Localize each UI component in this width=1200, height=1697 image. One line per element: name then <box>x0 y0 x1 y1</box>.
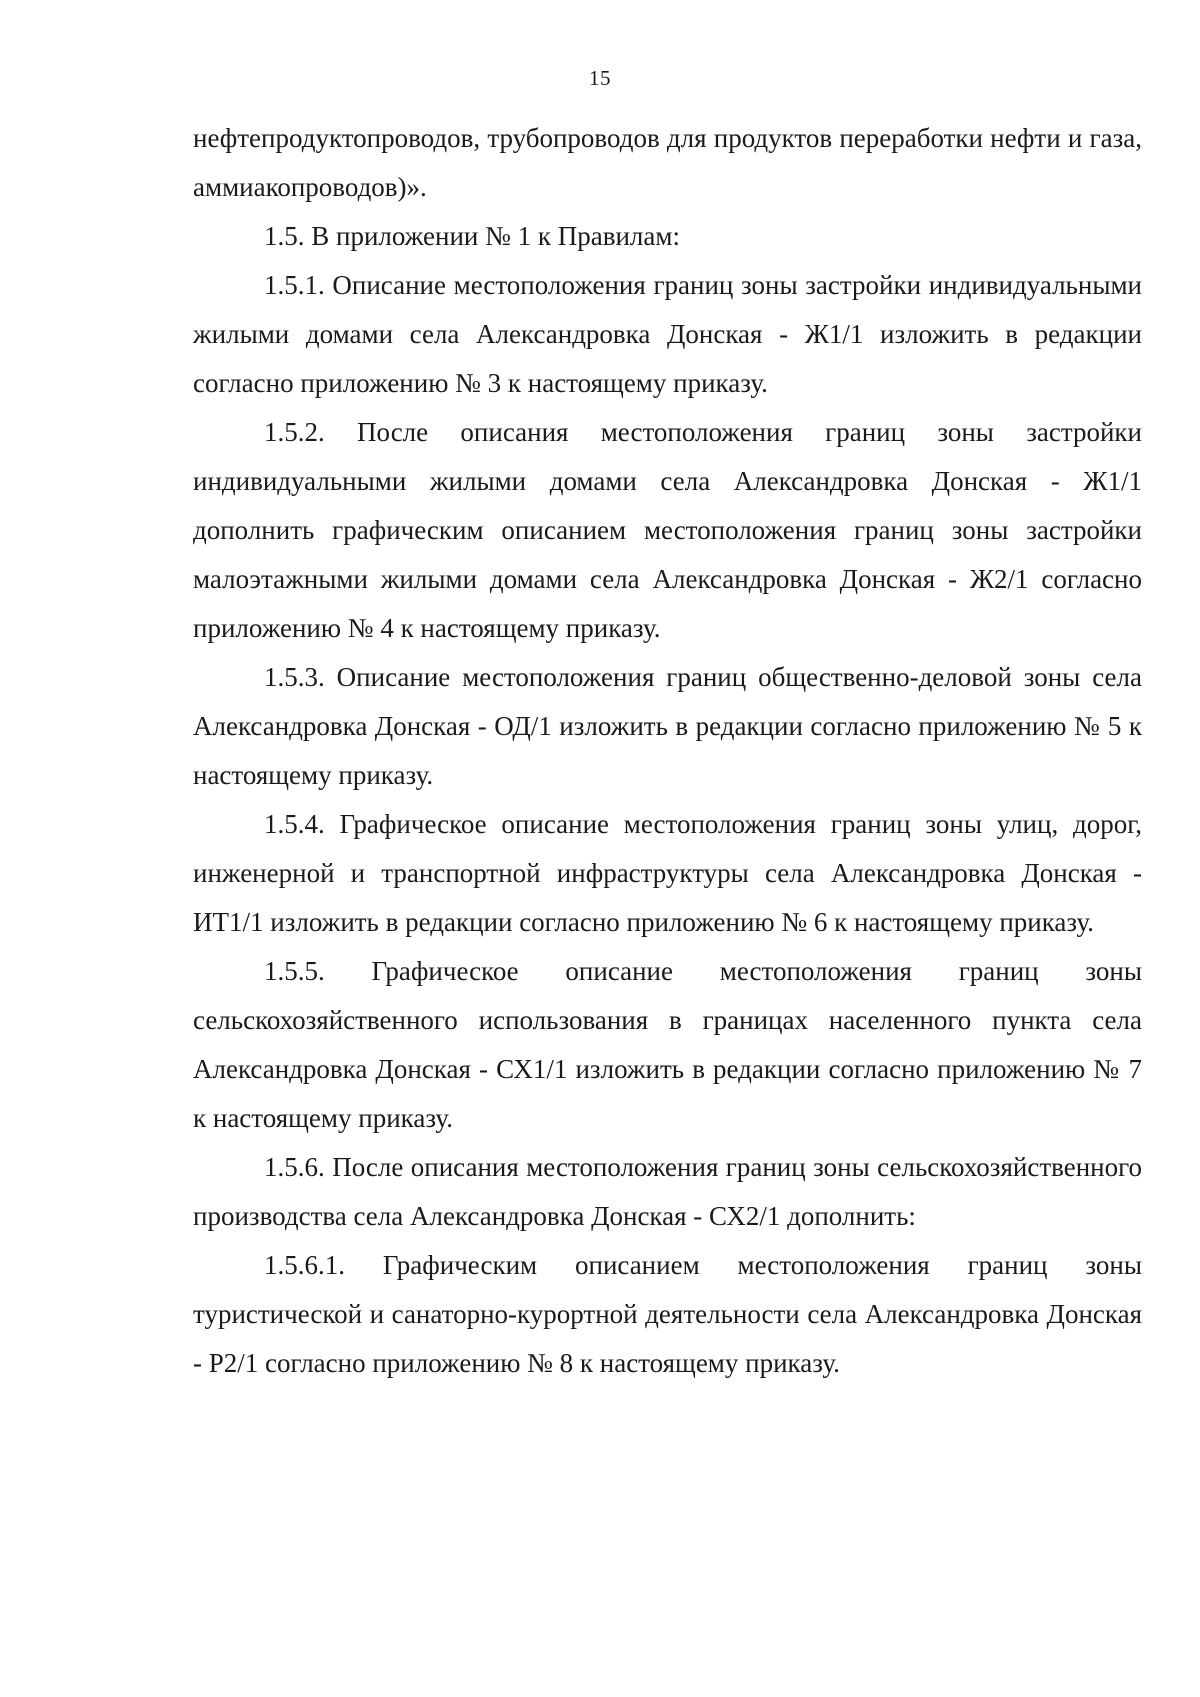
paragraph-1-5-2: 1.5.2. После описания местоположения границ зоны застройки индивидуальными жилыми домами села Александровка Донская - Ж1/1 дополнить графическим описанием местоположения границ зоны застройки малоэтажными жилыми домами села Александровка Донская - Ж2/1 согласно приложению № 4 к настоящему приказу. <box>193 417 1142 643</box>
document-body <box>193 114 1142 1388</box>
paragraph-1-5-5: 1.5.5. Графическое описание местоположения границ зоны сельскохозяйственного использования в границах населенного пункта села Александровка Донская - СХ1/1 изложить в редакции согласно приложению № 7 к настоящему приказу. <box>193 956 1142 1133</box>
paragraph-1-5-3: 1.5.3. Описание местоположения границ общественно-деловой зоны села Александровка Донская - ОД/1 изложить в редакции согласно приложению № 5 к настоящему приказу. <box>193 662 1142 790</box>
paragraph-1-5-6-1: 1.5.6.1. Графическим описанием местоположения границ зоны туристической и санаторно-курортной деятельности села Александровка Донская - Р2/1 согласно приложению № 8 к настоящему приказу. <box>193 1250 1142 1378</box>
paragraph-1-5-1: 1.5.1. Описание местоположения границ зоны застройки индивидуальными жилыми домами села Александровка Донская - Ж1/1 изложить в редакции согласно приложению № 3 к настоящему приказу. <box>193 270 1142 398</box>
paragraph-1-5-4: 1.5.4. Графическое описание местоположения границ зоны улиц, дорог, инженерной и транспортной инфраструктуры села Александровка Донская - ИТ1/1 изложить в редакции согласно приложению № 6 к настоящему приказу. <box>193 809 1142 937</box>
paragraph-continuation: нефтепродуктопроводов, трубопроводов для продуктов переработки нефти и газа, аммиакопроводов)». <box>193 123 1142 202</box>
page-number: 15 <box>589 66 611 90</box>
paragraph-1-5-6: 1.5.6. После описания местоположения границ зоны сельскохозяйственного производства села Александровка Донская - СХ2/1 дополнить: <box>193 1152 1142 1231</box>
paragraph-1-5: 1.5. В приложении № 1 к Правилам: <box>264 221 680 251</box>
